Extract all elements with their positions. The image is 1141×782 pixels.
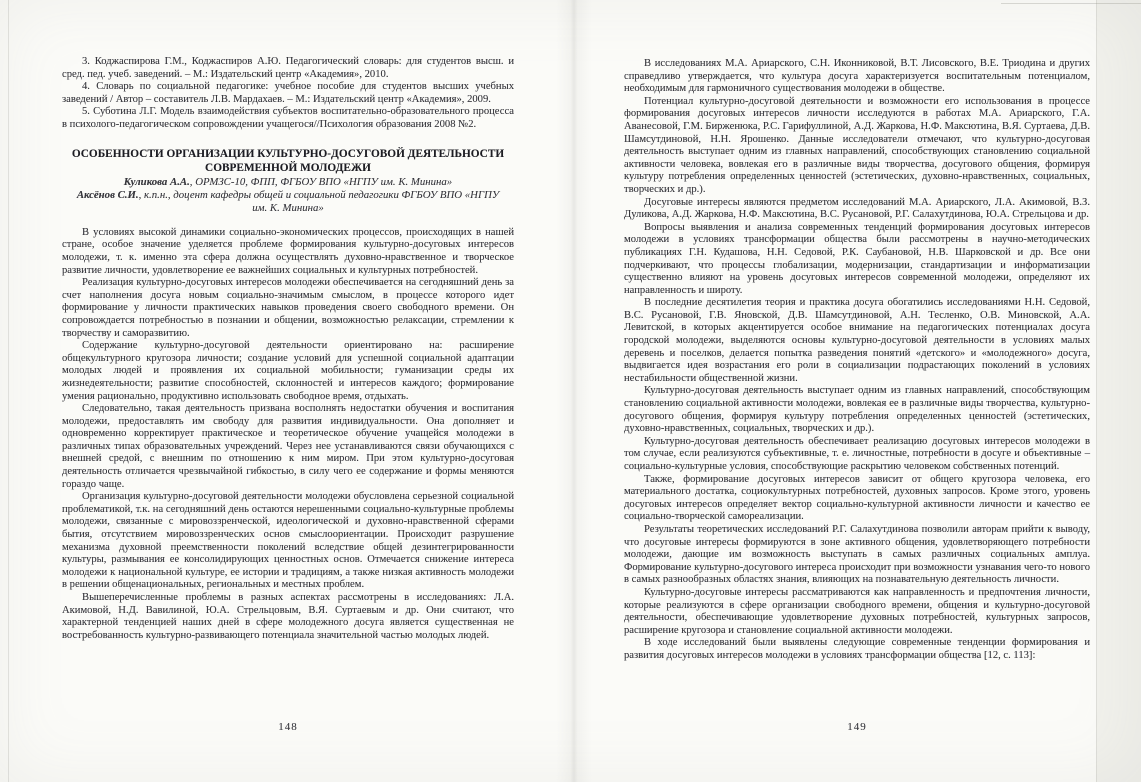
page-148 [62,0,514,782]
paragraph: Культурно-досуговая деятельность выступает одним из главных направлений, способствующим становлению социальной активности молодежи, вовлекая ее в различные виды творчества, культурно-досугового общения, формируя культуру потребления определенных ценностей (эстетических, духовно-нравственных, социальных, творческих и др.). [624,385,1090,435]
paragraph: Культурно-досуговые интересы рассматриваются как направленность и предпочтения личности, которые реализуются в сфере организации свободного времени, общения и культурно-досуговой деятельности, обеспечивающие удовлетворение духовных потребностей, культурных запросов, расширение кругозора и становление социальной активности молодежи. [624,586,1090,636]
bibliography-item: 4. Словарь по социальной педагогике: учебное пособие для студентов высших учебных заведений / Автор – составитель Л.В. Мардахаев. – М.: Издательский центр «Академия», 2009. [62,81,514,105]
paragraph: Также, формирование досуговых интересов зависит от общего кругозора человека, его материального достатка, социокультурных потребностей, духовных запросов. Кроме этого, уровень досуговых интересов определяет вектор социально-культурной активности личности и качество ее социально-творческой самореализации. [624,473,1090,523]
page-149 [624,0,1090,782]
scan-edge-strip-right [1096,0,1141,782]
author-line [77,189,499,214]
paragraph: В условиях высокой динамики социально-экономических процессов, происходящих в нашей стране, особое значение уделяется проблеме формирования культурно-досуговых интересов молодежи, т. к. именно эта сфера должна осуществлять духовно-нравственное и творческое развитие личности, удовлетворение ее важнейших социальных и культурных потребностей. [62,226,514,276]
article-authors [72,176,504,216]
author-line [124,176,452,188]
author-affiliation: , ОРМЗС-10, ФПП, ФГБОУ ВПО «НГПУ им. К. Минина» [189,175,453,188]
scan-edge-line-left [8,0,9,782]
paragraph: Реализация культурно-досуговых интересов молодежи обеспечивается на сегодняшний день за счет наполнения досуга новым социально-значимым смыслом, в процессе которого идет формирование у личности практических навыков проведения своего свободного времени. Он сопровождается потребностью в познании и общении, возможностью релаксации, стремлении к творчеству и саморазвитию. [62,277,514,339]
paragraph: В ходе исследований были выявлены следующие современные тенденции формирования и развития досуговых интересов молодежи в условиях трансформации общества [12, с. 113]: [624,637,1090,661]
paragraph: Результаты теоретических исследований Р.Г. Салахутдинова позволили авторам прийти к выводу, что досуговые интересы формируются в зоне активного общения, удовлетворяющего потребности молодежи, дающие им возможность выступать в самых различных социальных амплуа. Формирование культурно-досугового интереса происходит при возможности узнавания чего-то нового в самых разнообразных областях знания, влияющих на познавательную деятельность личности. [624,523,1090,586]
paragraph: Вопросы выявления и анализа современных тенденций формирования досуговых интересов молодежи в условиях трансформации общества были рассмотрены в научно-методических публикациях Г.Н. Кудашова, Н.Н. Седовой, Р.К. Саубановой, Н.В. Шарковской и др. Все они подчеркивают, что процессы глобализации, модернизации, стандартизации и информатизации существенно влияют на уровень досуговых интересов современной молодежи, определяют их направленность и широту. [624,221,1090,296]
page-number: 148 [278,721,298,733]
bibliography-list [62,0,514,132]
author-name: Аксёнов С.И. [76,188,139,201]
paragraph: Потенциал культурно-досуговой деятельности и возможности его использования в процессе формирования досуговых интересов личности исследуются в работах М.А. Ариарского, Г.А. Аванесовой, Г.М. Бирженюка, Р.С. Гарифуллиной, А.Д. Жаркова, Н.Ф. Максютина, В.Я. Суртаева, Д.В. Шамсутдиновой, Н.Н. Ярошенко. Данные исследователи отмечают, что культурно-досуговая деятельность выступает одним из главных направлений, способствующих становлению социальной активности человека, вовлекая его в различные виды творчества, досугового общения, формируя культуру потребления определенных ценностей (эстетических, духовно-нравственных, социальных, творческих и др.). [624,95,1090,195]
paragraph: Досуговые интересы являются предметом исследований М.А. Ариарского, Л.А. Акимовой, В.З. Дуликова, А.Д. Жаркова, Н.Ф. Максютина, В.С. Русановой, Р.Г. Салахутдинова, Ю.А. Стрельцова и др. [624,196,1090,221]
paragraph: Следовательно, такая деятельность призвана восполнять недостатки обучения и воспитания молодежи, предоставлять им свободу для развития индивидуальности. Она дополняет и одновременно корректирует практическое и теоретическое обучение учащейся молодежи в различных типах образовательных учреждений. Через нее устанавливаются связи обучающихся с внешней средой, с внешним по отношению к ним миром. При этом культурно-досуговая деятельность отличается чрезвычайной гибкостью, в силу чего ее содержание и формы меняются гораздо чаще. [62,403,514,490]
paragraph: В исследованиях М.А. Ариарского, С.Н. Иконниковой, В.Т. Лисовского, В.Е. Триодина и других справедливо утверждается, что культура досуга характеризуется воспитательным потенциалом, необходимым для гармоничного существования молодежи в обществе. [624,58,1090,95]
book-gutter-shadow [556,0,592,782]
paragraph: Вышеперечисленные проблемы в разных аспектах рассмотрены в исследованиях: Л.А. Акимовой, Н.Д. Вавилиной, Ю.А. Стрельцовым, В.Я. Суртаевым и др. Они считают, что характерной тенденцией наших дней в сфере молодежного досуга является существенная не востребованность культурно-развивающего потенциала значительной частью молодых людей. [62,592,514,641]
article-title: ОСОБЕННОСТИ ОРГАНИЗАЦИИ КУЛЬТУРНО-ДОСУГОВОЙ ДЕЯТЕЛЬНОСТИ СОВРЕМЕННОЙ МОЛОДЕЖИ [71,147,505,174]
paragraph: В последние десятилетия теория и практика досуга обогатились исследованиями Н.Н. Седовой, В.С. Русановой, Г.В. Яновской, Д.В. Шамсутдиновой, А.Н. Тесленко, О.В. Миновской, А.А. Левитской, в которых акцентируется особое внимание на педагогических потенциалах досуга городской молодежи, выделяются основы культурно-досуговой деятельности в условиях малых деревень и поселков, делается попытка разведения понятий «детского» и «молодежного» досуга, выдвигается идея возрастания его роли в социализации подрастающих поколений в условиях нестабильности общественной жизни. [624,297,1090,384]
bibliography-item: 3. Коджаспирова Г.М., Коджаспиров А.Ю. Педагогический словарь: для студентов высш. и сред. пед. учеб. заведений. – М.: Издательский центр «Академия», 2010. [62,56,514,80]
bibliography-item: 5. Суботина Л.Г. Модель взаимодействия субъектов воспитательно-образовательного процесса в психолого-педагогическом сопровождении учащегося//Психология образования 2008 №2. [62,106,514,130]
author-affiliation: , к.п.н., доцент кафедры общей и социальной педагогики ФГБОУ ВПО «НГПУ им. К. Минина» [138,188,500,215]
paragraph: Культурно-досуговая деятельность обеспечивает реализацию досуговых интересов молодежи в том случае, если реализуются субъективные, т. е. личностные, потребности в досуге и объективные – социально-культурные условия, способствующие раскрытию человеком собственных потенций. [624,435,1090,472]
article-body [62,216,514,643]
author-name: Куликова А.А. [123,175,190,188]
paragraph: Содержание культурно-досуговой деятельности ориентировано на: расширение общекультурного кругозора личности; создание условий для успешной социальной адаптации молодых людей и проявления их социальной мобильности; гуманизации среды их жизнедеятельности; развитие способностей, склонностей и интересов каждого; формирование умения рационально, продуктивно использовать свободное время, отдыхать. [62,340,514,402]
paragraph: Организация культурно-досуговой деятельности молодежи обусловлена серьезной социальной проблематикой, т.к. на сегодняшний день остаются нерешенными социально-культурные проблемы молодежи, связанные с мировоззренческой, идеологической и духовно-нравственной сферами бытия, отсутствием мировоззренческих основ смыслоориентации. Происходит разрушение механизма духовной преемственности поколений вследствие общей дезинтегрированности культуры, размывания ее консолидирующих ценностных основ. Отмечается снижение интереса молодежи к национальной культуре, ее истории и традициям, а также низкая активность молодежи в решении общенациональных, региональных и местных проблем. [62,491,514,591]
article-body [624,0,1090,663]
page-number: 149 [847,721,867,733]
